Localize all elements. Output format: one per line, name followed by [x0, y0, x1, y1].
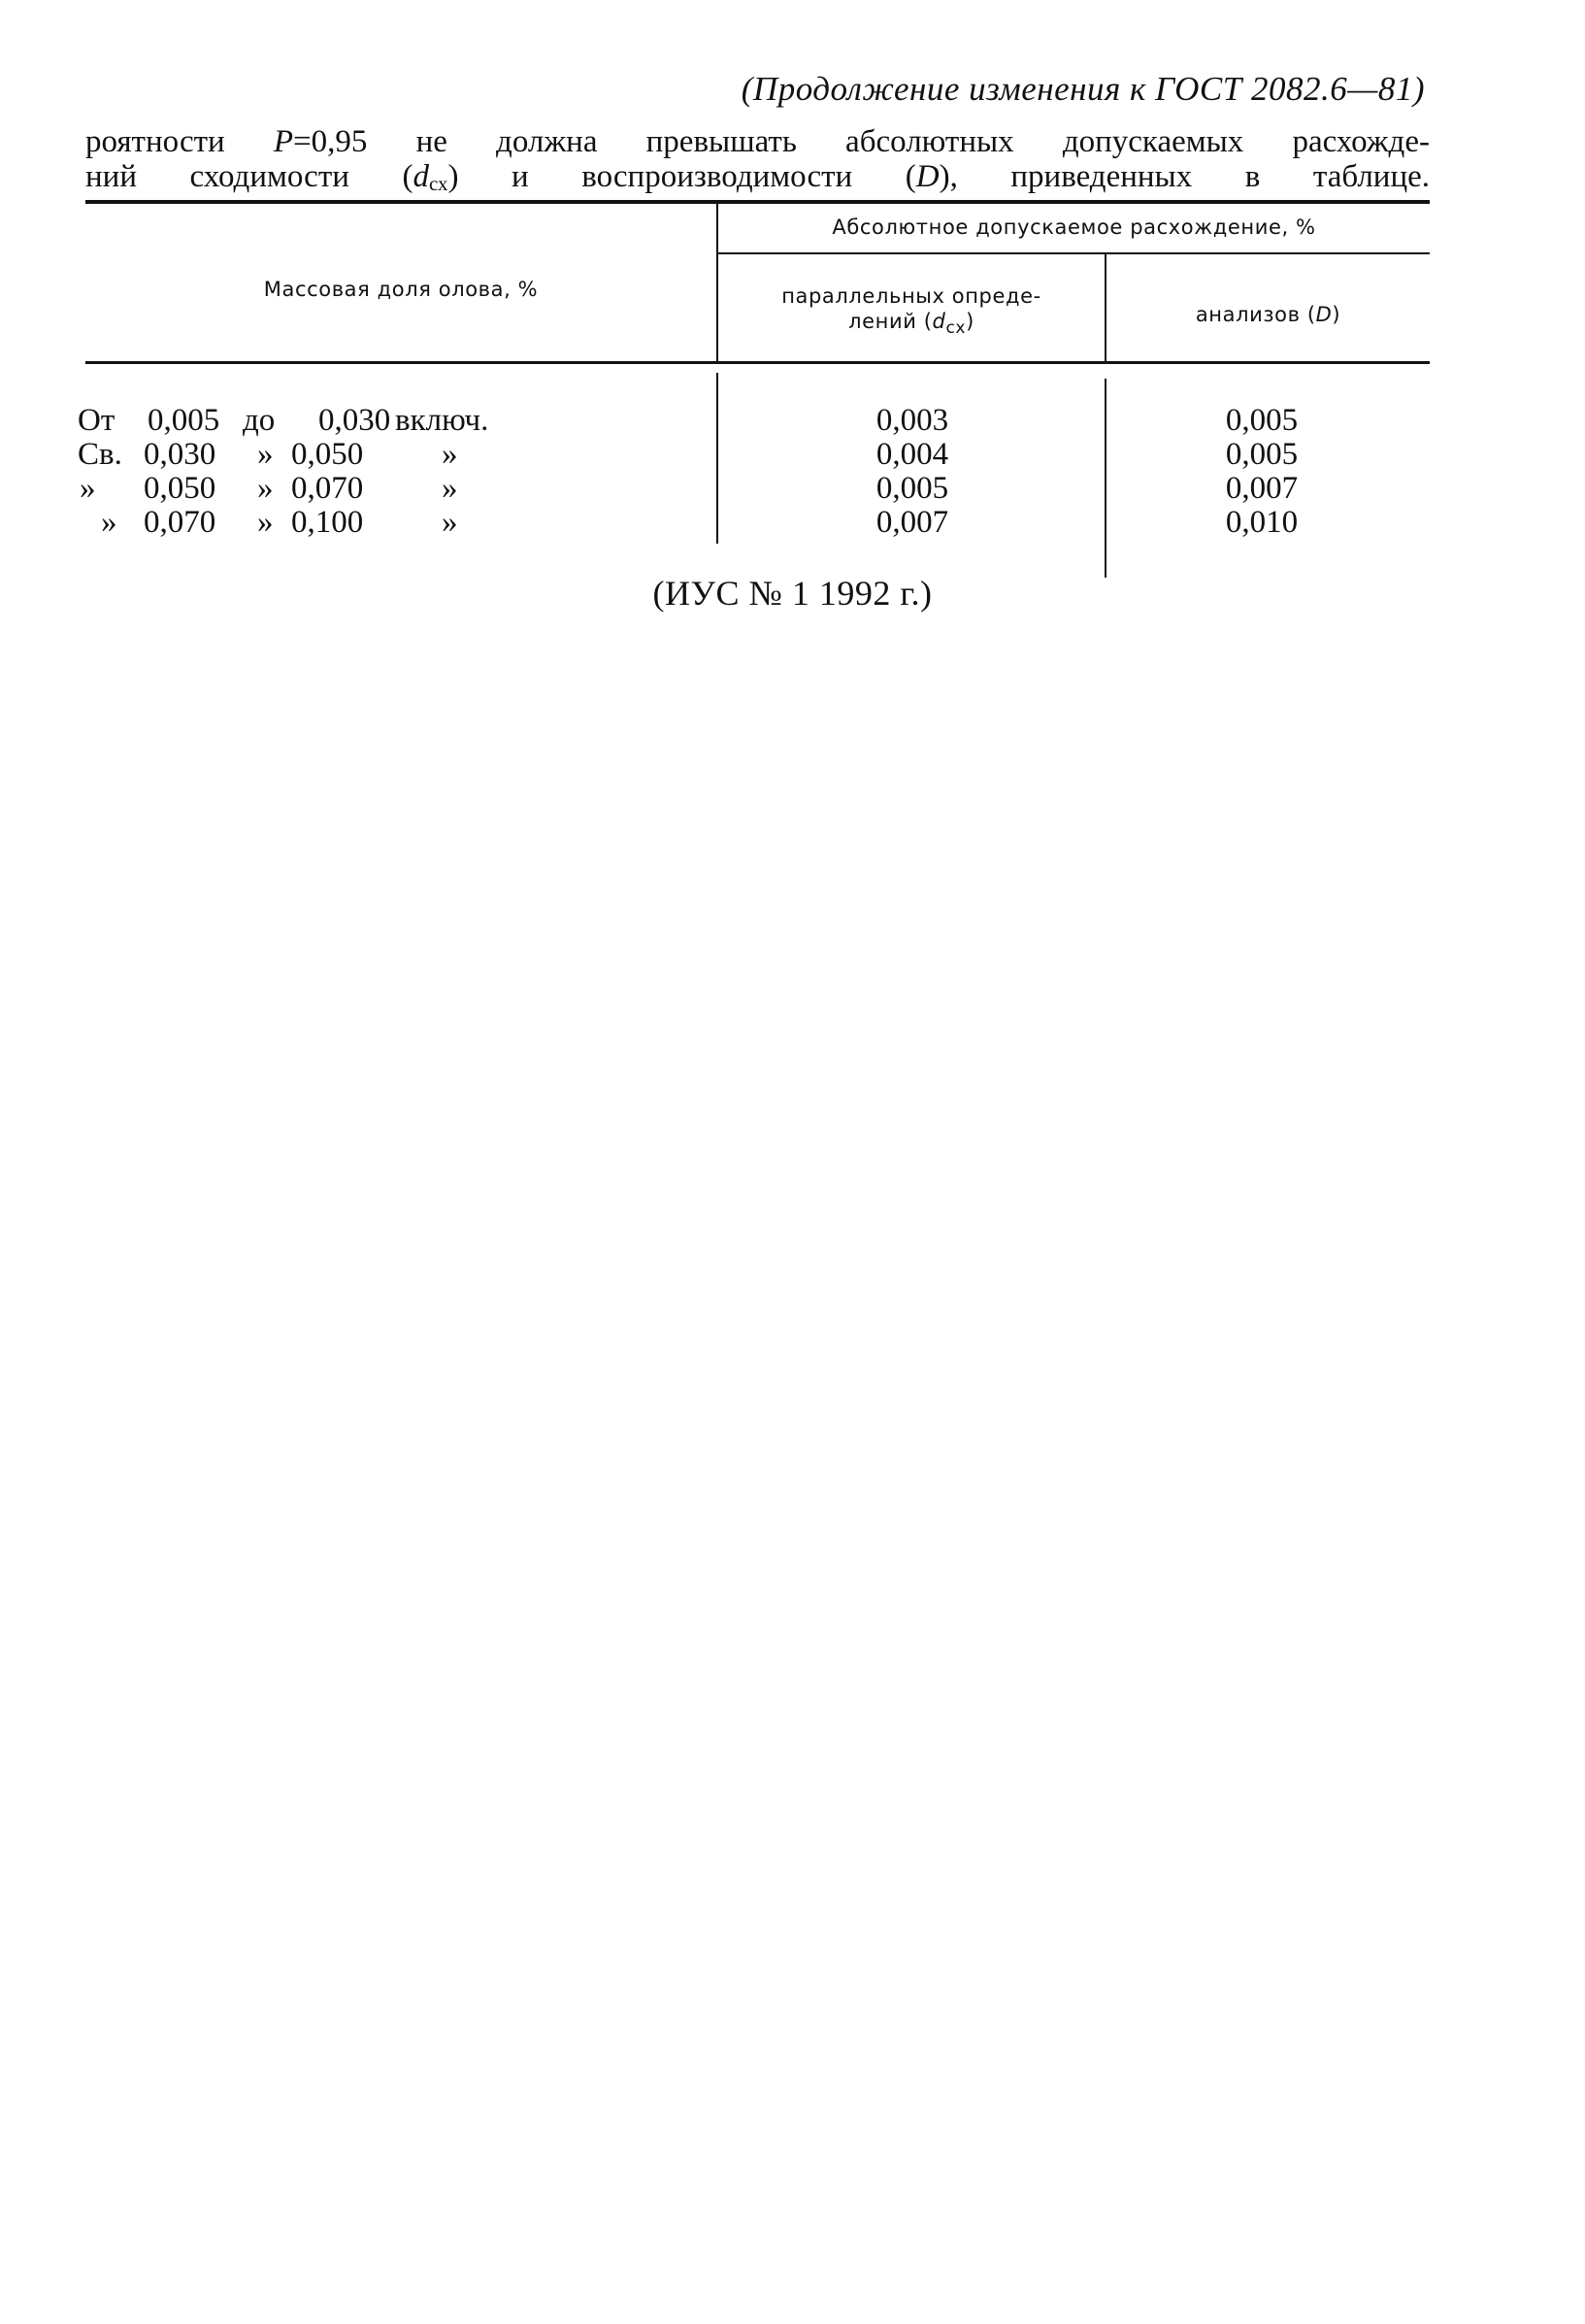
row-to: 0,050	[291, 437, 364, 472]
table-row	[0, 472, 1585, 506]
table-body	[0, 404, 1585, 540]
row-from: 0,070	[144, 505, 216, 540]
intro-line-2: ний сходимости $(d_{сх})$ и воспроизводимости (D), приведенных в таблице.	[85, 159, 1431, 195]
table-header-bottom-rule	[85, 361, 1430, 364]
row-from: 0,030	[144, 437, 216, 472]
row-to: 0,100	[291, 505, 364, 540]
row-mid: до	[243, 403, 276, 438]
row-reproducibility: 0,005	[1225, 437, 1299, 472]
row-reproducibility: 0,010	[1225, 505, 1299, 540]
row-to: 0,030	[318, 403, 391, 438]
row-prefix: Св.	[78, 437, 122, 472]
row-reproducibility: 0,007	[1225, 471, 1299, 506]
row-prefix: »	[101, 505, 117, 540]
intro-line-1: роятности P=0,95 не должна превышать абсолютных допускаемых расхожде-	[85, 124, 1430, 159]
table-top-rule	[85, 200, 1430, 204]
row-mid: »	[257, 505, 274, 540]
row-prefix: »	[80, 471, 96, 506]
row-convergence: 0,003	[875, 403, 949, 438]
intro-paragraph	[85, 124, 1430, 194]
table-row	[0, 404, 1585, 438]
bulletin-reference: (ИУС № 1 1992 г.)	[652, 574, 933, 613]
row-prefix: От	[78, 403, 116, 438]
page-header-continuation: (Продолжение изменения к ГОСТ 2082.6—81)	[741, 70, 1425, 108]
table-group-rule	[718, 252, 1430, 254]
col-header-reproducibility: анализов (D)	[1195, 303, 1341, 326]
row-to: 0,070	[291, 471, 364, 506]
row-suffix: »	[442, 471, 458, 506]
row-convergence: 0,007	[875, 505, 949, 540]
row-from: 0,050	[144, 471, 216, 506]
col-group-header-tolerance: Абсолютное допускаемое расхождение, %	[832, 216, 1316, 239]
row-from: 0,005	[148, 403, 220, 438]
row-mid: »	[257, 471, 274, 506]
row-mid: »	[257, 437, 274, 472]
row-suffix: »	[442, 437, 458, 472]
row-convergence: 0,004	[875, 437, 949, 472]
row-reproducibility: 0,005	[1225, 403, 1299, 438]
row-suffix: »	[442, 505, 458, 540]
col-header-tin-fraction: Массовая доля олова, %	[263, 278, 539, 301]
table-row	[0, 438, 1585, 472]
row-convergence: 0,005	[875, 471, 949, 506]
col-header-convergence: параллельных опреде- лений $(d_{сх})$	[781, 284, 1041, 338]
row-suffix: включ.	[395, 403, 489, 438]
table-row	[0, 506, 1585, 540]
